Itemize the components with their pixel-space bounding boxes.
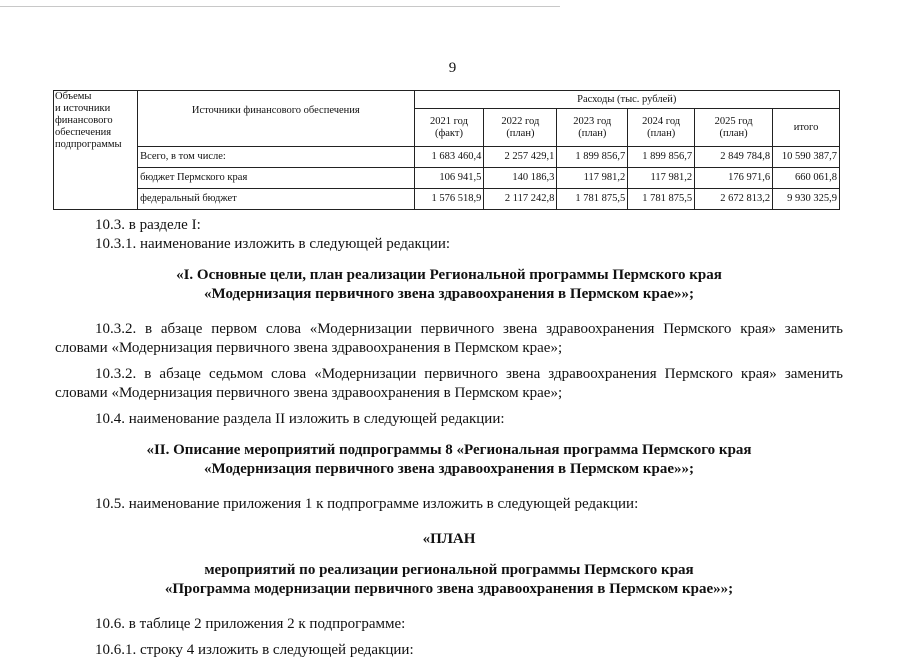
sources-header: Источники финансового обеспечения [138, 91, 414, 147]
label-line: подпрограммы [55, 139, 122, 150]
paragraph-10-4: 10.4. наименование раздела II изложить в следующей редакции: [95, 411, 505, 427]
cell-value: 117 981,2 [628, 168, 695, 189]
year-header-2022: 2022 год (план) [484, 109, 557, 147]
paragraph-10-3-2-seventh: 10.3.2. в абзаце седьмом слова «Модернизации первичного звена здравоохранения Пермского края» заменить словами «Модернизация первичного звена здравоохранения в Пермском крае»; [55, 366, 843, 401]
year-header-2025: 2025 год (план) [695, 109, 773, 147]
cell-total: 10 590 387,7 [773, 147, 840, 168]
cell-value: 2 672 813,2 [695, 189, 773, 210]
row-label: федеральный бюджет [138, 189, 414, 210]
cell-value: 176 971,6 [695, 168, 773, 189]
plan-subheading-line2: «Программа модернизации первичного звена здравоохранения в Пермском крае»»; [164, 581, 734, 597]
expenses-header: Расходы (тыс. рублей) [414, 91, 839, 109]
page-number: 9 [448, 60, 457, 76]
cell-total: 9 930 325,9 [773, 189, 840, 210]
paragraph-10-3-2-first: 10.3.2. в абзаце первом слова «Модернизации первичного звена здравоохранения Пермского края» заменить словами «Модернизация первичного звена здравоохранения в Пермском крае»; [55, 321, 843, 356]
document-body [55, 216, 843, 660]
section-1-heading-line2: «Модернизация первичного звена здравоохранения в Пермском крае»»; [204, 286, 694, 302]
paragraph-10-3: 10.3. в разделе I: [95, 217, 201, 233]
paragraph-10-6-1: 10.6.1. строку 4 изложить в следующей редакции: [95, 642, 414, 658]
cell-value: 1 781 875,5 [628, 189, 695, 210]
cell-value: 1 899 856,7 [628, 147, 695, 168]
cell-total: 660 061,8 [773, 168, 840, 189]
label-line: Объемы [55, 91, 92, 102]
financing-table [53, 90, 840, 210]
paragraph-10-3-1: 10.3.1. наименование изложить в следующей редакции: [95, 236, 451, 252]
row-label: Всего, в том числе: [138, 147, 414, 168]
row-label: бюджет Пермского края [138, 168, 414, 189]
cell-value: 1 899 856,7 [557, 147, 628, 168]
cell-value: 140 186,3 [484, 168, 557, 189]
section-2-heading-line2: «Модернизация первичного звена здравоохранения в Пермском крае»»; [204, 461, 694, 477]
section-2-heading-line1: «II. Описание мероприятий подпрограммы 8 «Региональная программа Пермского края [146, 442, 752, 458]
header-rule [0, 6, 560, 7]
year-header-2024: 2024 год (план) [628, 109, 695, 147]
section-1-heading-line1: «I. Основные цели, план реализации Региональной программы Пермского края [176, 267, 722, 283]
label-line: обеспечения [55, 127, 112, 138]
table-row [54, 168, 840, 189]
year-header-2021: 2021 год (факт) [414, 109, 484, 147]
cell-value: 106 941,5 [414, 168, 484, 189]
table-row [54, 189, 840, 210]
table-row [54, 147, 840, 168]
cell-value: 117 981,2 [557, 168, 628, 189]
total-header: итого [773, 109, 840, 147]
paragraph-10-5: 10.5. наименование приложения 1 к подпрограмме изложить в следующей редакции: [95, 496, 639, 512]
paragraph-10-6: 10.6. в таблице 2 приложения 2 к подпрограмме: [95, 616, 406, 632]
cell-value: 1 576 518,9 [414, 189, 484, 210]
cell-value: 1 683 460,4 [414, 147, 484, 168]
cell-value: 1 781 875,5 [557, 189, 628, 210]
subprogram-label-cell [54, 91, 138, 210]
plan-subheading-line1: мероприятий по реализации региональной программы Пермского края [204, 562, 694, 578]
cell-value: 2 257 429,1 [484, 147, 557, 168]
cell-value: 2 117 242,8 [484, 189, 557, 210]
label-line: финансового [55, 115, 113, 126]
cell-value: 2 849 784,8 [695, 147, 773, 168]
label-line: и источники [55, 103, 111, 114]
year-header-2023: 2023 год (план) [557, 109, 628, 147]
plan-heading: «ПЛАН [422, 531, 476, 547]
